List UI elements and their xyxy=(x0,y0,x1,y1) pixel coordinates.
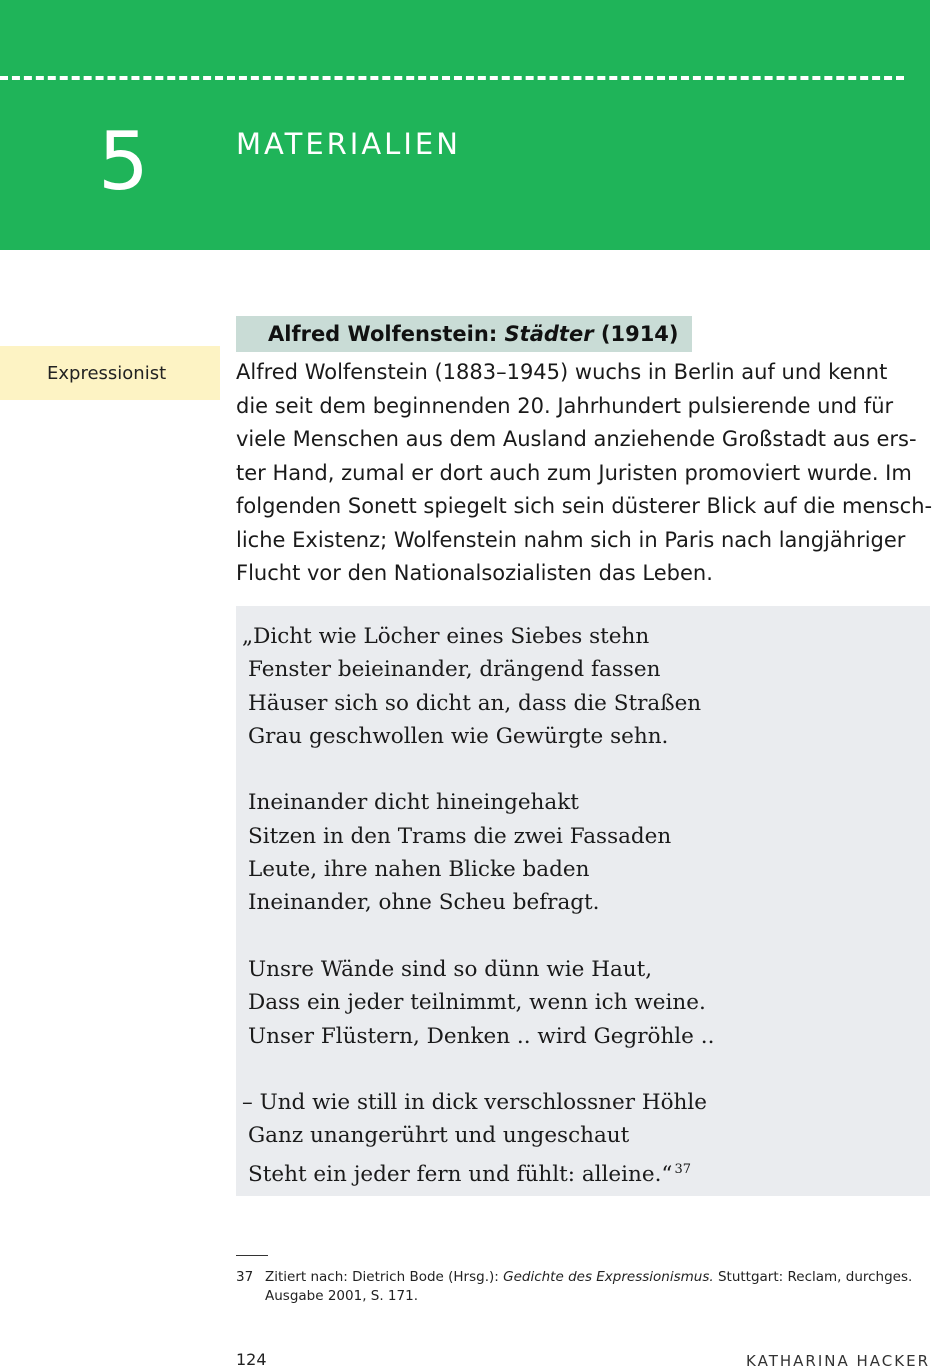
heading-year: (1914) xyxy=(593,322,679,346)
intro-line: folgenden Sonett spiegelt sich sein düsterer Blick auf die mensch- xyxy=(236,494,933,518)
footnote xyxy=(236,1268,930,1306)
intro-line: viele Menschen aus dem Ausland anziehende Großstadt aus ers- xyxy=(236,427,917,451)
poem-line: Leute, ihre nahen Blicke baden xyxy=(248,857,590,883)
intro-line: die seit dem beginnenden 20. Jahrhundert pulsierende und für xyxy=(236,393,894,418)
poem-line: „Dicht wie Löcher eines Siebes stehn xyxy=(242,624,650,649)
poem-line: Ineinander dicht hineingehakt xyxy=(248,790,579,816)
chapter-number: 5 xyxy=(98,115,149,208)
poem-line: Häuser sich so dicht an, dass die Straßen xyxy=(248,690,702,716)
poem-line: Fenster beieinander, drängend fassen xyxy=(248,657,661,683)
stanza-gap xyxy=(242,753,714,786)
poem-line: Dass ein jeder teilnimmt, wenn ich weine. xyxy=(248,990,706,1016)
intro-line: ter Hand, zumal er dort auch zum Juristen promoviert wurde. Im xyxy=(236,460,912,485)
running-footer-title: KATHARINA HACKER xyxy=(746,1352,930,1370)
heading-work-title: Städter xyxy=(504,322,594,346)
footnote-number: 37 xyxy=(236,1269,254,1285)
intro-line: liche Existenz; Wolfenstein nahm sich in Paris nach langjähriger xyxy=(236,527,906,552)
poem-line: Unser Flüstern, Denken .. wird Gegröhle .. xyxy=(248,1023,715,1049)
poem-line-last xyxy=(242,1153,714,1191)
footnote-edition: Ausgabe 2001, S. 171. xyxy=(265,1288,418,1304)
footnote-text xyxy=(265,1268,930,1306)
poem-line: Sitzen in den Trams die zwei Fassaden xyxy=(248,823,672,849)
footnote-divider xyxy=(236,1255,268,1256)
margin-keyword: Expressionist xyxy=(47,362,167,384)
stanza-gap xyxy=(242,920,714,953)
heading-author: Alfred Wolfenstein: xyxy=(268,322,505,346)
poem-line: – Und wie still in dick verschlossner Höhle xyxy=(242,1090,708,1116)
page-number: 124 xyxy=(236,1350,267,1369)
footnote-book-title: Gedichte des Expressionismus. xyxy=(503,1269,714,1285)
poem-line: Ganz unangerührt und ungeschaut xyxy=(248,1123,630,1149)
intro-line: Alfred Wolfenstein (1883–1945) wuchs in Berlin auf und kennt xyxy=(236,360,888,384)
footnote-reference[interactable]: 37 xyxy=(674,1161,691,1177)
stanza-gap xyxy=(242,1053,714,1086)
poem-line: Grau geschwollen wie Gewürgte sehn. xyxy=(248,723,669,749)
dashed-rule xyxy=(0,76,904,80)
chapter-header-band xyxy=(0,0,930,250)
poem-line: Unsre Wände sind so dünn wie Haut, xyxy=(248,956,653,982)
margin-keyword-box xyxy=(0,346,220,400)
section-heading xyxy=(236,316,692,352)
footnote-publisher: Stuttgart: Reclam, durchges. xyxy=(713,1269,913,1285)
footnote-source: Zitiert nach: Dietrich Bode (Hrsg.): xyxy=(265,1269,504,1285)
poem xyxy=(242,620,714,1191)
chapter-title: MATERIALIEN xyxy=(236,127,461,161)
poem-last-line-text: Steht ein jeder fern und fühlt: alleine.“ xyxy=(248,1161,673,1187)
poem-line: Ineinander, ohne Scheu befragt. xyxy=(248,890,600,916)
intro-line: Flucht vor den Nationalsozialisten das Leben. xyxy=(236,561,713,585)
intro-paragraph xyxy=(236,356,933,591)
